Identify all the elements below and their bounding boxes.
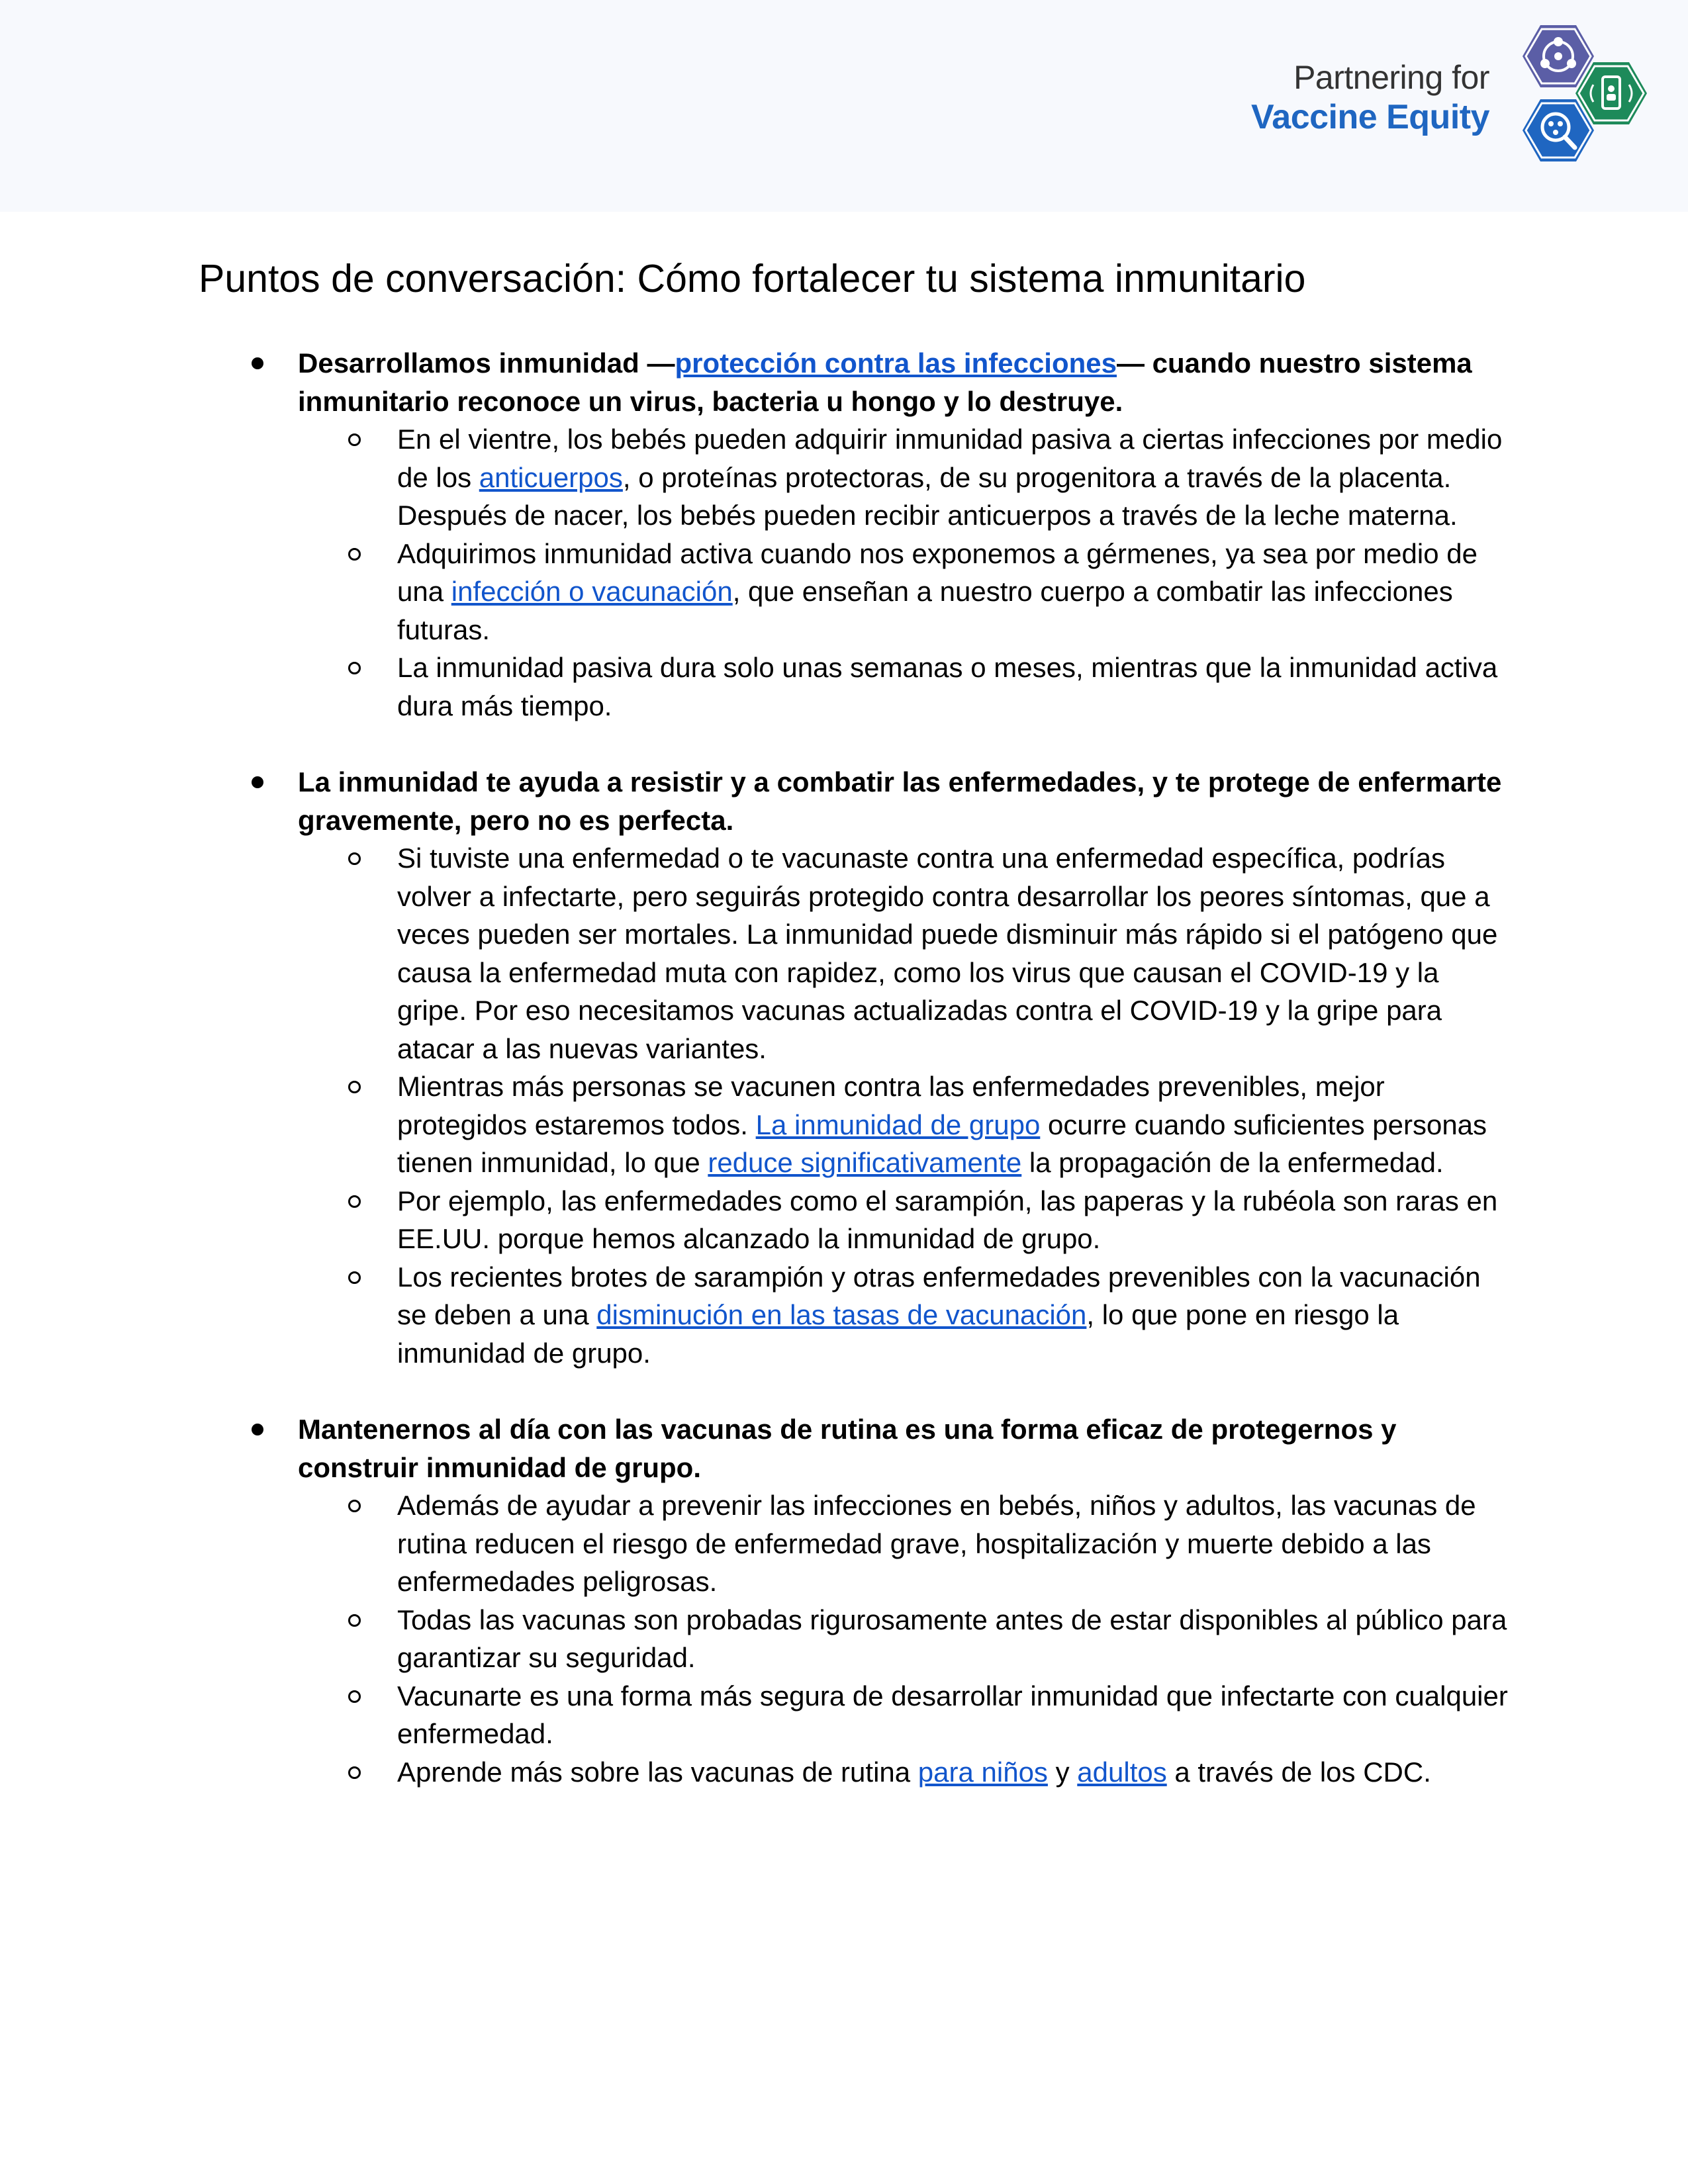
item-text: Mientras más personas se vacunen contra las enfermedades prevenibles, mejor protegidos estaremos todos. — [397, 1071, 1385, 1140]
section-lead: Mantenernos al día con las vacunas de rutina es una forma eficaz de protegernos y construir inmunidad de grupo. — [298, 1414, 1397, 1483]
sub-bullet-ring-icon — [348, 1690, 361, 1703]
section-immunity-development — [199, 344, 1509, 725]
bullet-dot-icon — [252, 776, 263, 788]
logo-wordmark — [1251, 58, 1489, 138]
link-infeccion-vacunacion[interactable]: infección o vacunación — [451, 576, 733, 607]
item-text: La inmunidad pasiva dura solo unas semanas o meses, mientras que la inmunidad activa dura más tiempo. — [397, 652, 1498, 721]
main-bullet — [199, 1410, 1509, 1486]
list-item — [199, 535, 1509, 649]
list-item — [199, 839, 1509, 1068]
section-immunity-protection — [199, 763, 1509, 1372]
list-item — [199, 1486, 1509, 1601]
talking-points — [199, 344, 1509, 1829]
item-text: Todas las vacunas son probadas rigurosamente antes de estar disponibles al público para garantizar su seguridad. — [397, 1604, 1507, 1673]
item-text: Además de ayudar a prevenir las infecciones en bebés, niños y adultos, las vacunas de rutina reducen el riesgo de enfermedad grave, hospitalización y muerte debido a las enfermedades peligrosas. — [397, 1490, 1476, 1597]
item-text: Por ejemplo, las enfermedades como el sarampión, las paperas y la rubéola son raras en EE.UU. porque hemos alcanzado la inmunidad de grupo. — [397, 1185, 1498, 1254]
lead-text: — cuando nuestro sistema inmunitario reconoce un virus, bacteria u hongo y lo destruye. — [298, 347, 1472, 417]
sub-bullet-ring-icon — [348, 1271, 361, 1284]
item-text: Si tuviste una enfermedad o te vacunaste contra una enfermedad específica, podrías volver a infectarte, pero seguirás protegido contra desarrollar los peores síntomas, que a veces pueden ser mortales. La inmunidad puede disminuir más rápido si el patógeno que causa la enfermedad muta con rapidez, como los virus que causan el COVID-19 y la gripe. Por eso necesitamos vacunas actualizadas contra el COVID-19 y la gripe para atacar a las nuevas variantes. — [397, 842, 1498, 1064]
section-lead: La inmunidad te ayuda a resistir y a combatir las enfermedades, y te protege de enfermarte gravemente, pero no es perfecta. — [298, 766, 1502, 836]
sub-bullet-ring-icon — [348, 852, 361, 865]
sub-bullet-ring-icon — [348, 1500, 361, 1512]
sub-bullet-ring-icon — [348, 662, 361, 674]
sub-bullet-ring-icon — [348, 1614, 361, 1627]
list-item — [199, 1601, 1509, 1677]
sub-bullet-ring-icon — [348, 548, 361, 561]
item-text: Vacunarte es una forma más segura de desarrollar inmunidad que infectarte con cualquier enfermedad. — [397, 1680, 1508, 1749]
phone-hex-icon — [1575, 62, 1647, 124]
link-proteccion-infecciones[interactable]: protección contra las infecciones — [675, 347, 1117, 379]
community-network-hex-icon — [1523, 25, 1594, 87]
item-text: Aprende más sobre las vacunas de rutina — [397, 1756, 918, 1788]
link-disminucion-tasas-vacunacion[interactable]: disminución en las tasas de vacunación — [596, 1299, 1087, 1330]
search-people-hex-icon — [1523, 99, 1594, 161]
list-item — [199, 1068, 1509, 1182]
link-anticuerpos[interactable]: anticuerpos — [479, 461, 623, 493]
item-text: , que enseñan a nuestro cuerpo a combatir las infecciones futuras. — [397, 576, 1453, 645]
logo-line-2: Vaccine Equity — [1250, 98, 1489, 136]
sub-list — [199, 839, 1509, 1372]
sub-bullet-ring-icon — [348, 433, 361, 446]
item-text: Adquirimos inmunidad activa cuando nos exponemos a gérmenes, ya sea por medio de una — [397, 537, 1477, 607]
item-text: ocurre cuando suficientes personas tienen inmunidad, lo que — [397, 1109, 1487, 1178]
list-item — [199, 1182, 1509, 1258]
item-text: , o proteínas protectoras, de su progenitora a través de la placenta. Después de nacer, los bebés pueden recibir anticuerpos a través de la leche materna. — [397, 461, 1458, 531]
header-band — [0, 0, 1688, 212]
item-text: , lo que pone en riesgo la inmunidad de grupo. — [397, 1299, 1399, 1369]
item-text: a través de los CDC. — [1166, 1756, 1431, 1788]
bullet-dot-icon — [252, 357, 263, 369]
sub-list — [199, 420, 1509, 725]
page-title: Puntos de conversación: Cómo fortalecer tu sistema inmunitario — [199, 257, 1306, 300]
item-text: y — [1047, 1756, 1078, 1788]
sub-bullet-ring-icon — [348, 1195, 361, 1208]
section-routine-vaccines — [199, 1410, 1509, 1791]
list-item — [199, 649, 1509, 725]
sub-bullet-ring-icon — [348, 1081, 361, 1093]
main-bullet — [199, 344, 1509, 420]
sub-list — [199, 1486, 1509, 1791]
item-text: En el vientre, los bebés pueden adquirir inmunidad pasiva a ciertas infecciones por medio de los — [397, 424, 1503, 493]
link-para-ninos[interactable]: para niños — [917, 1756, 1048, 1788]
item-text: la propagación de la enfermedad. — [1021, 1147, 1444, 1178]
vaccine-equity-hexagon-logo-icon — [1493, 20, 1665, 185]
link-inmunidad-de-grupo[interactable]: La inmunidad de grupo — [755, 1109, 1041, 1140]
bullet-dot-icon — [252, 1424, 263, 1435]
list-item — [199, 420, 1509, 535]
logo-line-1: Partnering for — [1293, 59, 1489, 96]
list-item — [199, 1753, 1509, 1792]
link-reduce-significativamente[interactable]: reduce significativamente — [708, 1147, 1022, 1178]
list-item — [199, 1258, 1509, 1373]
link-adultos[interactable]: adultos — [1077, 1756, 1167, 1788]
main-bullet — [199, 763, 1509, 839]
sub-bullet-ring-icon — [348, 1766, 361, 1779]
item-text: Los recientes brotes de sarampión y otras enfermedades prevenibles con la vacunación se deben a una — [397, 1261, 1481, 1330]
list-item — [199, 1677, 1509, 1753]
section-lead — [298, 344, 1509, 420]
lead-text: Desarrollamos inmunidad — — [298, 347, 675, 379]
